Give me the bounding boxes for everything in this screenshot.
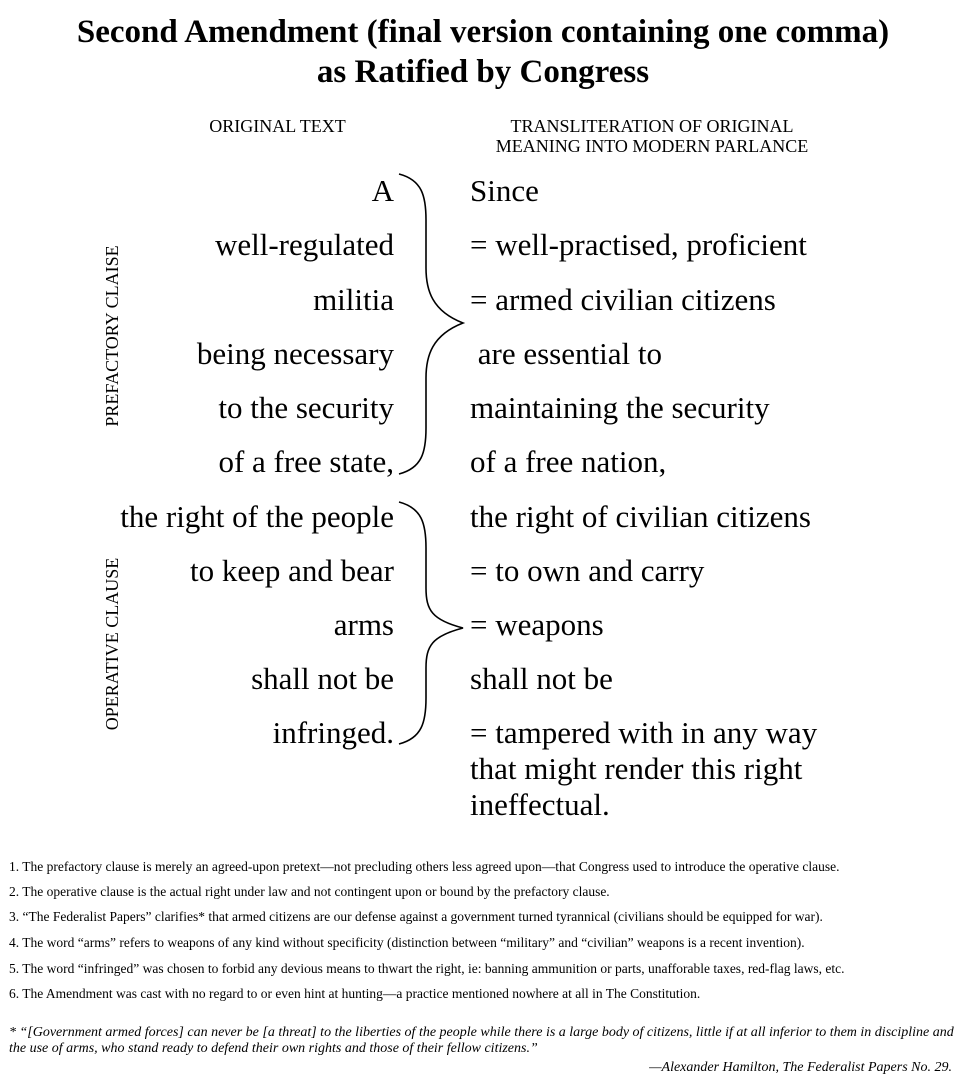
modern-text-row: = armed civilian citizens	[470, 282, 776, 317]
note-item: 4. The word “arms” refers to weapons of any kind without specificity (distinction between “military” and “civilian” weapons is a recent invention).	[9, 935, 805, 950]
column-heading-transliteration-line-1: TRANSLITERATION OF ORIGINAL	[510, 116, 794, 136]
original-text-row: well-regulated	[214, 227, 394, 262]
modern-text-row: the right of civilian citizens	[470, 499, 811, 534]
section-label-prefactory: PREFACTORY CLAISE	[102, 245, 122, 427]
original-text-row: of a free state,	[218, 444, 394, 479]
modern-text-row: = weapons	[470, 607, 604, 642]
original-text-row: to the security	[218, 390, 394, 425]
original-text-row: being necessary	[196, 336, 394, 371]
note-item: 1. The prefactory clause is merely an agreed-upon pretext—not precluding others less agreed upon—that Congress used to introduce the operative clause.	[9, 859, 840, 874]
modern-text-row: = well-practised, proficient	[470, 227, 807, 262]
column-heading-transliteration-line-2: MEANING INTO MODERN PARLANCE	[495, 136, 809, 156]
modern-text-row: = to own and carry	[470, 553, 705, 588]
original-text-row: militia	[313, 282, 394, 317]
note-item: 6. The Amendment was cast with no regard to or even hint at hunting—a practice mentioned nowhere at all in The Constitution.	[9, 986, 701, 1001]
column-heading-original: ORIGINAL TEXT	[209, 116, 346, 136]
original-text-row: the right of the people	[120, 499, 394, 534]
modern-text-row: of a free nation,	[470, 444, 667, 479]
modern-text-row: shall not be	[470, 661, 613, 696]
note-item: 3. “The Federalist Papers” clarifies* that armed citizens are our defense against a government turned tyrannical (civilians should be equipped for war).	[9, 909, 823, 924]
operative-brace	[399, 502, 463, 744]
original-text-row: shall not be	[251, 661, 394, 696]
original-text-row: A	[371, 173, 394, 208]
note-item: 2. The operative clause is the actual right under law and not contingent upon or bound by the prefactory clause.	[9, 884, 610, 899]
modern-text-row: are essential to	[470, 336, 662, 371]
original-text-row: to keep and bear	[190, 553, 394, 588]
modern-text-row: = tampered with in any way	[470, 715, 818, 750]
footnote-quote: * “[Government armed forces] can never be [a threat] to the liberties of the people while there is a large body of citizens, little if at all inferior to them in discipline and the use of arms, who stand ready to defend their own rights and those of their fellow citizens.”	[9, 1025, 954, 1056]
prefactory-brace	[399, 174, 463, 474]
page-title: Second Amendment (final version containing one comma)	[76, 14, 890, 50]
page-subtitle: as Ratified by Congress	[316, 54, 650, 90]
note-item: 5. The word “infringed” was chosen to forbid any devious means to thwart the right, ie: banning ammunition or parts, unafforable taxes, red-flag laws, etc.	[9, 961, 845, 976]
footnote-attribution: —Alexander Hamilton, The Federalist Papers No. 29.	[649, 1060, 952, 1075]
modern-text-continuation: ineffectual.	[470, 787, 610, 822]
original-text-row: infringed.	[272, 715, 394, 750]
section-label-operative: OPERATIVE CLAUSE	[102, 557, 122, 731]
modern-text-continuation: that might render this right	[470, 751, 803, 786]
modern-text-row: maintaining the security	[470, 390, 770, 425]
original-text-row: arms	[333, 607, 394, 642]
modern-text-row: Since	[470, 173, 539, 208]
